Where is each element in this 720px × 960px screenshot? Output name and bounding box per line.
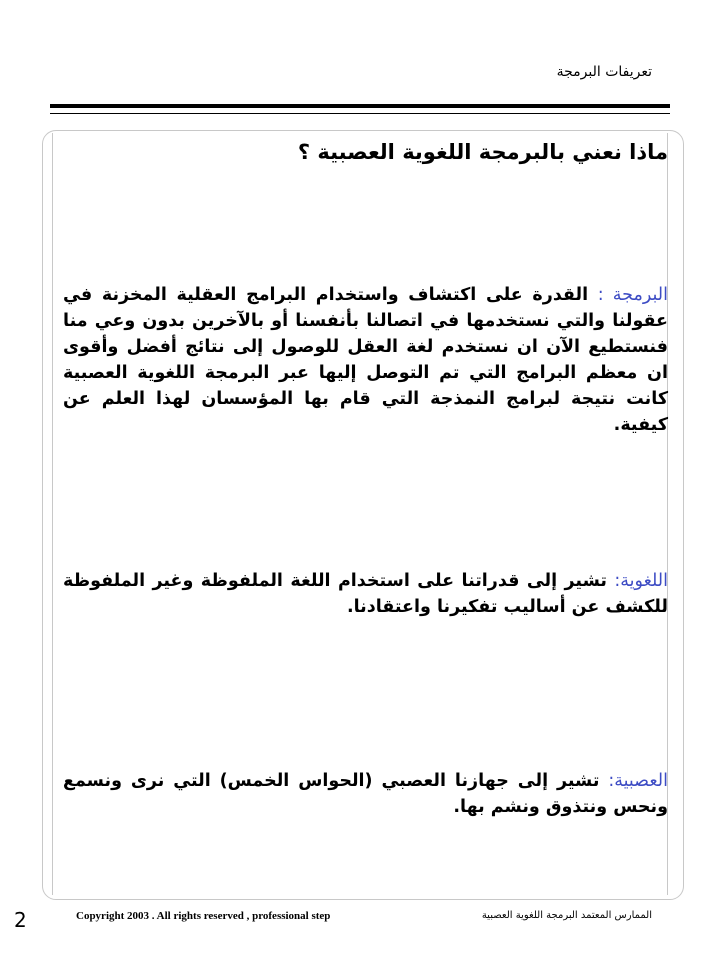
definition-text: تشير إلى قدراتنا على استخدام اللغة الملفوظة وغير الملفوظة للكشف عن أساليب تفكيرنا واعتقادنا. — [63, 571, 668, 617]
definition-text: القدرة على اكتشاف واستخدام البرامج العقلية المخزنة في عقولنا والتي نستخدمها في اتصالنا بأنفسنا أو بالآخرين بدون وعي منا فنستطيع الآن ان نستخدم لغة العقل للوصول إلى نتائج أفضل وأقوى ان معظم البرامج التي تم التوصل إليها عبر البرمجة اللغوية العصبية كانت نتيجة لبرامج النمذجة التي قام بها المؤسسان لهذا العلم عن كيفية. — [63, 285, 668, 435]
definition-text: تشير إلى جهازنا العصبي (الحواس الخمس) التي نرى ونسمع ونحس ونتذوق ونشم بها. — [63, 771, 668, 817]
header-rule-thick — [50, 104, 670, 108]
header-rule-thin — [50, 113, 670, 114]
footer-course-name: الممارس المعتمد البرمجة اللغوية العصبية — [481, 910, 652, 921]
definition-term: العصبية: — [608, 771, 668, 791]
definition-term: اللغوية: — [614, 571, 668, 591]
page-question: ماذا نعني بالبرمجة اللغوية العصبية ؟ — [297, 140, 668, 164]
definition-programming — [63, 282, 668, 438]
definition-neuro — [63, 768, 668, 820]
definition-term: البرمجة : — [597, 285, 668, 305]
definition-linguistic — [63, 568, 668, 620]
page-number: 2 — [14, 908, 27, 932]
header-title: تعريفات البرمجة — [556, 64, 652, 80]
copyright-notice: Copyright 2003 . All rights reserved , professional step — [76, 910, 331, 922]
